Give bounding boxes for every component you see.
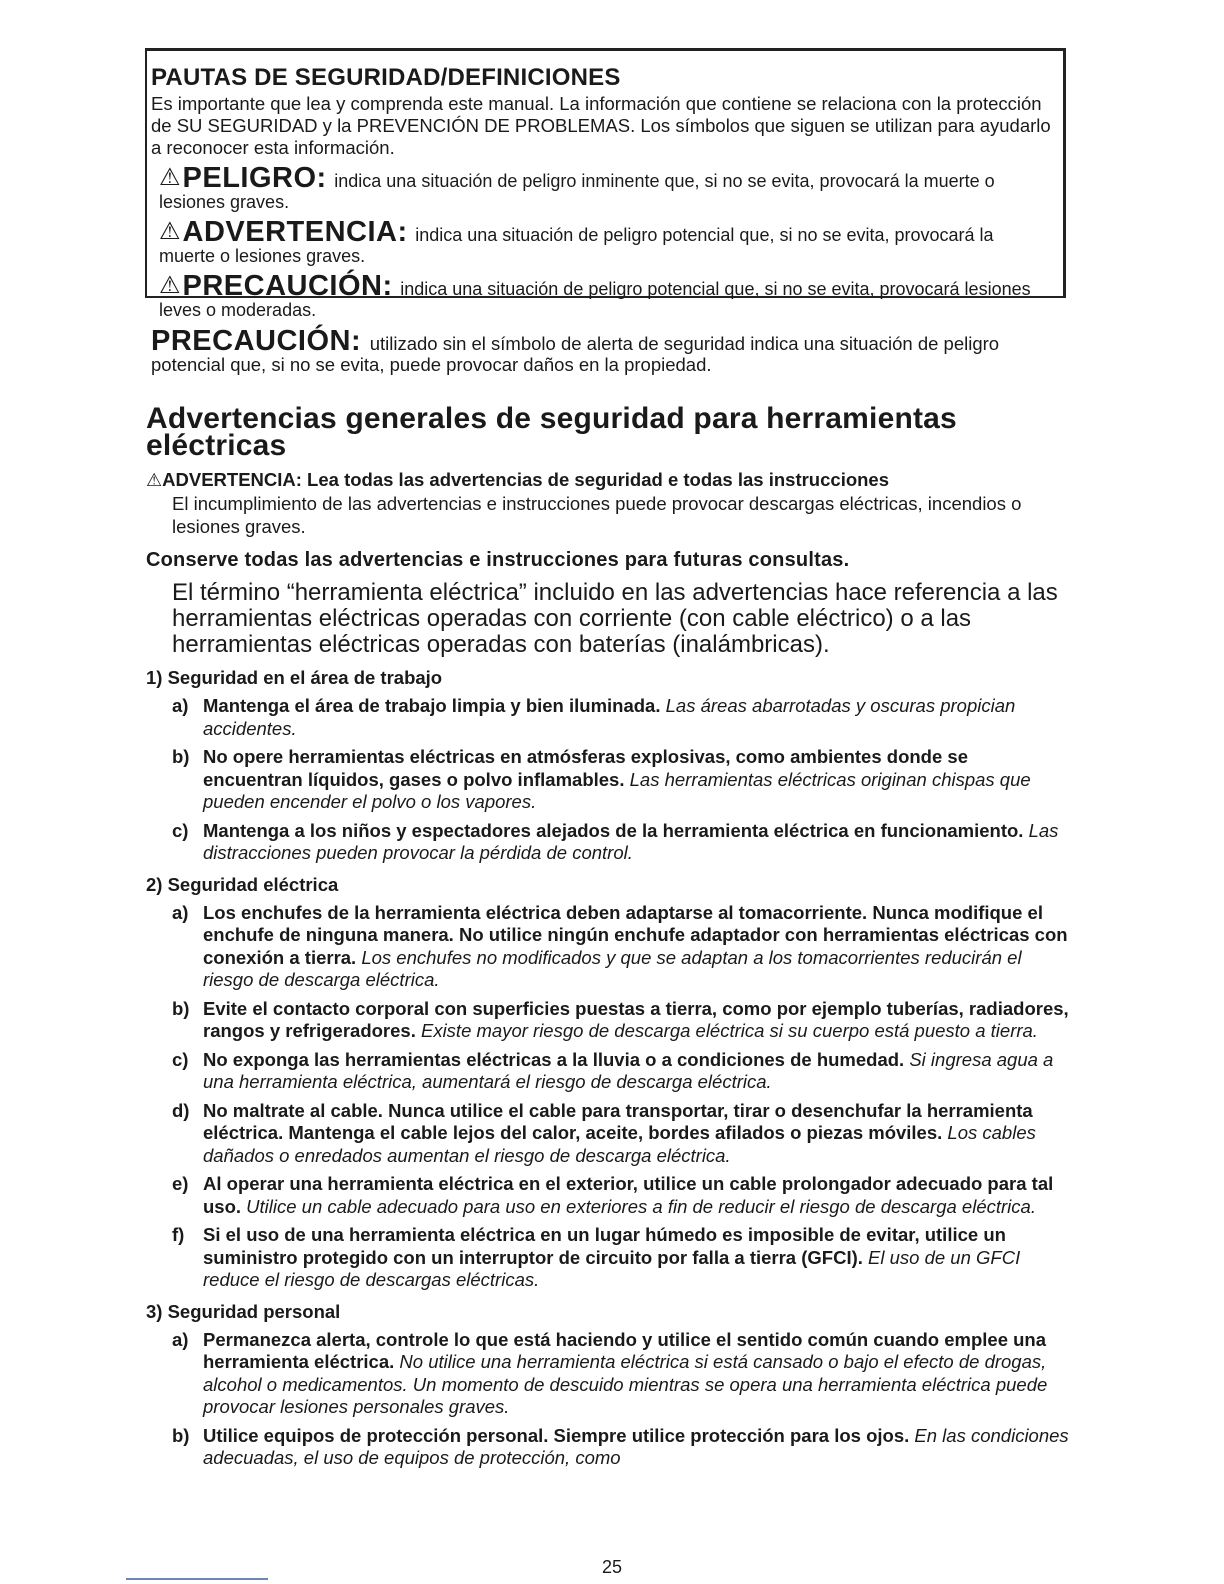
list-item — [172, 998, 1071, 1043]
item-lead: No exponga las herramientas eléctricas a la lluvia o a condiciones de humedad. — [203, 1048, 905, 1070]
section-title: 1) Seguridad en el área de trabajo — [146, 667, 443, 688]
general-warning-title — [146, 468, 1071, 492]
precaucion-term: PRECAUCIÓN — [182, 270, 383, 302]
item-rest: Los cables dañados o enredados aumentan el riesgo de descarga eléctrica. — [203, 1122, 1036, 1166]
item-lead: No opere herramientas eléctricas en atmósferas explosivas, como ambientes donde se encuentran líquidos, gases o polvo inflamables. — [203, 746, 968, 790]
list-item — [172, 1173, 1071, 1218]
item-label: c) — [172, 819, 189, 841]
precaucion-notice-term: PRECAUCIÓN — [151, 325, 351, 357]
advertencia-desc: indica una situación de peligro potencial que, si no se evita, provocará la muerte o lesiones graves. — [159, 225, 994, 266]
list-item — [172, 1049, 1071, 1094]
item-label: a) — [172, 1328, 189, 1350]
peligro-desc: indica una situación de peligro inminente que, si no se evita, provocará la muerte o lesiones graves. — [159, 171, 995, 212]
definition-peligro: ⚠PELIGRO: indica una situación de peligro inminente que, si no se evita, provocará la muerte o lesiones graves. — [159, 162, 995, 212]
item-lead: Los enchufes de la herramienta eléctrica deben adaptarse al tomacorriente. Nunca modifique el enchufe de ninguna manera. No utilice ningún enchufe adaptador con herramientas eléctricas con conexión a tierra. — [203, 901, 1068, 968]
definition-precaucion-no-symbol: PRECAUCIÓN: utilizado sin el símbolo de alerta de seguridad indica una situación de peligro potencial que, si no se evita, puede provocar daños en la propiedad. — [151, 325, 1000, 375]
section-title: 2) Seguridad eléctrica — [146, 873, 339, 895]
item-rest: Las herramientas eléctricas originan chispas que pueden encender el polvo o los vapores. — [203, 768, 1031, 812]
conserve-instructions: Conserve todas las advertencias e instrucciones para futuras consultas. — [146, 549, 850, 571]
item-rest: Existe mayor riesgo de descarga eléctrica si su cuerpo está puesto a tierra. — [420, 1020, 1038, 1041]
item-label: b) — [172, 997, 190, 1019]
safety-content — [146, 468, 1071, 1470]
peligro-term: PELIGRO — [182, 162, 317, 194]
list-item — [172, 820, 1071, 865]
list-item — [172, 695, 1071, 740]
general-warning-body: El incumplimiento de las advertencias e instrucciones puede provocar descargas eléctricas, incendios o lesiones graves. — [172, 493, 1022, 537]
precaucion-desc: indica una situación de peligro potencial que, si no se evita, provocará lesiones leves o moderadas. — [159, 279, 1031, 320]
warning-triangle-icon: ⚠ — [146, 470, 163, 490]
definition-advertencia: ⚠ADVERTENCIA: indica una situación de peligro potencial que, si no se evita, provocará la muerte o lesiones graves. — [159, 216, 994, 266]
item-rest: No utilice una herramienta eléctrica si está cansado o bajo el efecto de drogas, alcohol o medicamentos. Un momento de descuido mientras se opera una herramienta eléctrica puede provocar lesiones personales graves. — [203, 1351, 1048, 1417]
item-label: f) — [172, 1224, 185, 1245]
item-rest: Utilice un cable adecuado para uso en exteriores a fin de reducir el riesgo de descarga eléctrica. — [246, 1195, 1036, 1217]
item-label: b) — [172, 746, 190, 767]
item-lead: Mantenga a los niños y espectadores alejados de la herramienta eléctrica en funcionamiento. — [203, 819, 1024, 841]
list-item — [172, 1224, 1071, 1292]
item-label: e) — [172, 1173, 189, 1194]
item-lead: Evite el contacto corporal con superficies puestas a tierra, como por ejemplo tuberías, radiadores, rangos y refrigeradores. — [203, 997, 1069, 1041]
warning-triangle-icon: ⚠ — [159, 164, 181, 191]
item-rest: Las distracciones pueden provocar la pérdida de control. — [203, 819, 1059, 863]
box-title: PAUTAS DE SEGURIDAD/DEFINICIONES — [151, 64, 621, 91]
item-rest: En las condiciones adecuadas, el uso de equipos de protección, como — [203, 1424, 1069, 1468]
page-number: 25 — [601, 1557, 623, 1577]
section-heading: Advertencias generales de seguridad para herramientas eléctricas — [146, 402, 957, 462]
item-label: d) — [172, 1099, 190, 1121]
section-title: 3) Seguridad personal — [146, 1300, 341, 1322]
safety-definitions-box — [145, 48, 1066, 375]
item-label: a) — [172, 695, 189, 716]
item-lead: No maltrate al cable. Nunca utilice el cable para transportar, tirar o desenchufar la herramienta eléctrica. Mantenga el cable lejos del calor, aceite, bordes afilados o piezas móviles. — [203, 1099, 1033, 1143]
list-item — [172, 902, 1071, 992]
advertencia-term: ADVERTENCIA — [182, 216, 398, 248]
item-label: a) — [172, 901, 189, 923]
general-warning-title-text: ADVERTENCIA: Lea todas las advertencias de seguridad e todas las instrucciones — [162, 469, 890, 490]
item-rest: El uso de un GFCI reduce el riesgo de descargas eléctricas. — [203, 1246, 1021, 1290]
list-item — [172, 1100, 1071, 1168]
list-item — [172, 1329, 1071, 1419]
list-item — [172, 746, 1071, 814]
box-intro: Es importante que lea y comprenda este manual. La información que contiene se relaciona con la protección de SU SEGURIDAD y la PREVENCIÓN DE PROBLEMAS. Los símbolos que siguen se utilizan para ayudarlo a reconocer esta información. — [151, 93, 1051, 158]
precaucion-notice-desc: utilizado sin el símbolo de alerta de seguridad indica una situación de peligro potencial que, si no se evita, puede provocar daños en la propiedad. — [151, 333, 1000, 375]
item-lead: Mantenga el área de trabajo limpia y bien iluminada. — [203, 695, 661, 716]
item-label: c) — [172, 1048, 189, 1070]
item-rest: Los enchufes no modificados y que se adaptan a los tomacorrientes reducirán el riesgo de descarga eléctrica. — [203, 946, 1022, 990]
warning-triangle-icon: ⚠ — [159, 218, 181, 245]
item-rest: Si ingresa agua a una herramienta eléctrica, aumentará el riesgo de descarga eléctrica. — [203, 1048, 1054, 1092]
definition-precaucion: ⚠PRECAUCIÓN: indica una situación de peligro potencial que, si no se evita, provocará lesiones leves o moderadas. — [159, 270, 1031, 320]
footer-rule — [126, 1578, 268, 1580]
warning-triangle-icon: ⚠ — [159, 272, 181, 299]
item-lead: Si el uso de una herramienta eléctrica en un lugar húmedo es imposible de evitar, utilice un suministro protegido con un interruptor de circuito por falla a tierra (GFCI). — [203, 1224, 1006, 1268]
item-rest: Las áreas abarrotadas y oscuras propician accidentes. — [203, 695, 1016, 739]
list-item — [172, 1425, 1071, 1470]
item-lead: Permanezca alerta, controle lo que está haciendo y utilice el sentido común cuando emplee una herramienta eléctrica. — [203, 1328, 1047, 1372]
safety-sections — [146, 667, 1071, 1470]
item-label: b) — [172, 1424, 190, 1446]
term-definition: El término “herramienta eléctrica” incluido en las advertencias hace referencia a las herramientas eléctricas operadas con corriente (con cable eléctrico) o a las herramientas eléctricas operadas con baterías (inalámbricas). — [172, 579, 1058, 658]
item-lead: Utilice equipos de protección personal. Siempre utilice protección para los ojos. — [203, 1424, 910, 1446]
item-lead: Al operar una herramienta eléctrica en el exterior, utilice un cable prolongador adecuado para tal uso. — [203, 1173, 1054, 1217]
